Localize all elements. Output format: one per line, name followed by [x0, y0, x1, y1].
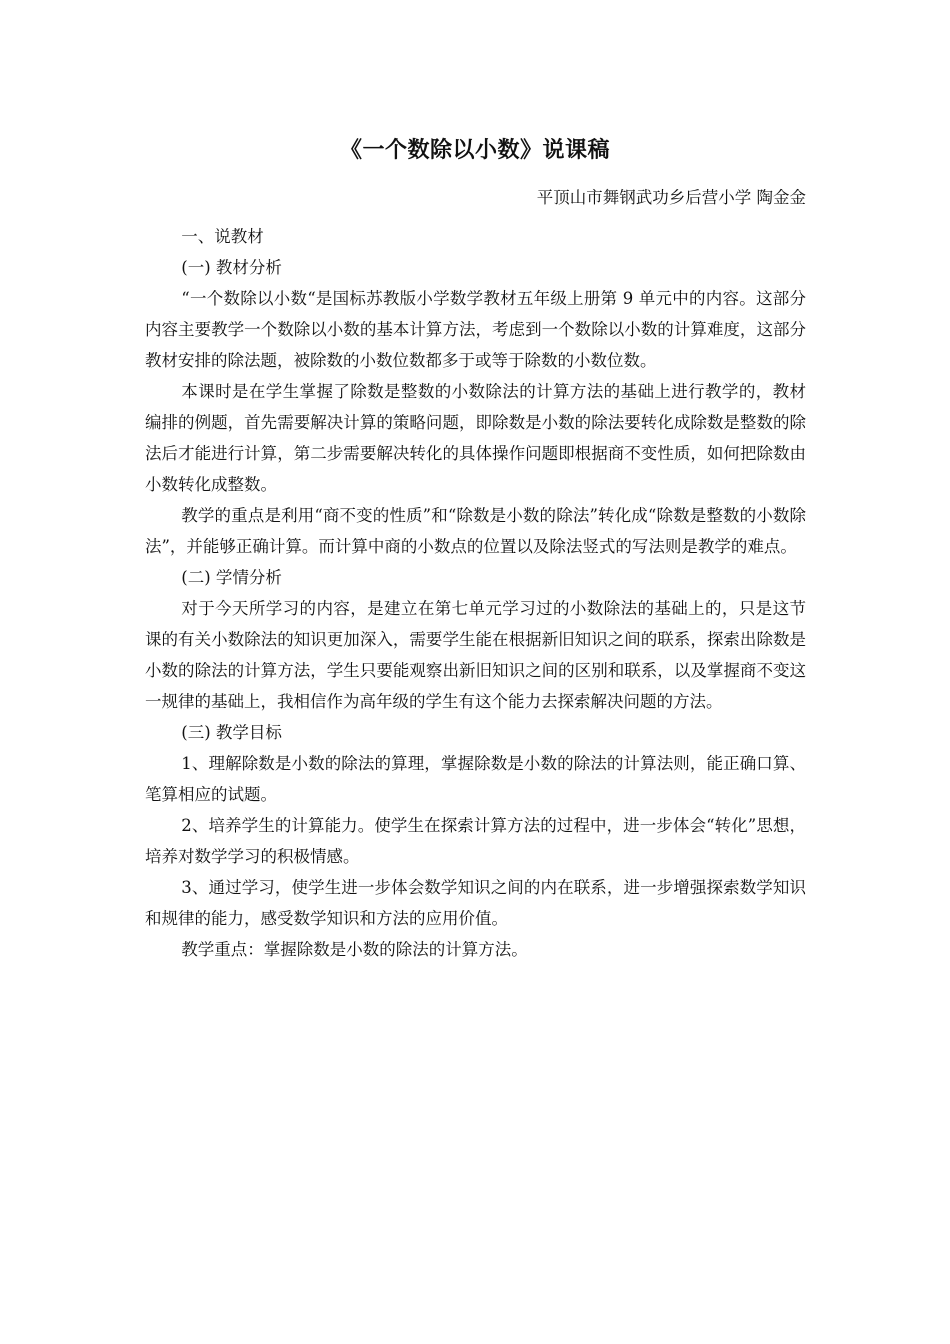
document-body: [145, 221, 806, 965]
subsection-heading-textbook-analysis: (一) 教材分析: [181, 258, 282, 277]
paragraph-lesson-basis: 本课时是在学生掌握了除数是整数的小数除法的计算方法的基础上进行教学的，教材编排的例题，首先需要解决计算的策略问题，即除数是小数的除法要转化成除数是整数的除法后才能进行计算，第二步需要解决转化的具体操作问题即根据商不变性质，如何把除数由小数转化成整数。: [145, 382, 806, 494]
subsection-heading-teaching-goals: (三) 教学目标: [181, 723, 282, 742]
paragraph-goal-3: 3、通过学习，使学生进一步体会数学知识之间的内在联系，进一步增强探索数学知识和规律的能力，感受数学知识和方法的应用价值。: [145, 878, 806, 928]
paragraph-textbook-content: “一个数除以小数“是国标苏教版小学数学教材五年级上册第 9 单元中的内容。这部分内容主要教学一个数除以小数的基本计算方法，考虑到一个数除以小数的计算难度，这部分教材安排的除法题，被除数的小数位数都多于或等于除数的小数位数。: [145, 289, 806, 370]
subsection-heading-student-analysis: (二) 学情分析: [181, 568, 282, 587]
paragraph-teaching-focus: 教学重点：掌握除数是小数的除法的计算方法。: [181, 940, 528, 959]
author-line: 平顶山市舞钢武功乡后营小学 陶金金: [536, 188, 806, 207]
section-heading-textbook: 一、说教材: [181, 227, 264, 246]
paragraph-goal-1: 1、理解除数是小数的除法的算理，掌握除数是小数的除法的计算法则，能正确口算、笔算相应的试题。: [145, 754, 806, 804]
paragraph-goal-2: 2、培养学生的计算能力。使学生在探索计算方法的过程中，进一步体会“转化”思想，培养对数学学习的积极情感。: [145, 816, 806, 866]
paragraph-student-analysis: 对于今天所学习的内容，是建立在第七单元学习过的小数除法的基础上的，只是这节课的有关小数除法的知识更加深入，需要学生能在根据新旧知识之间的联系，探索出除数是小数的除法的计算方法，学生只要能观察出新旧知识之间的区别和联系，以及掌握商不变这一规律的基础上，我相信作为高年级的学生有这个能力去探索解决问题的方法。: [145, 599, 806, 711]
document-title: 《一个数除以小数》说课稿: [339, 137, 610, 163]
paragraph-key-points: 教学的重点是利用“商不变的性质”和“除数是小数的除法”转化成“除数是整数的小数除法”，并能够正确计算。而计算中商的小数点的位置以及除法竖式的写法则是教学的难点。: [145, 506, 806, 556]
